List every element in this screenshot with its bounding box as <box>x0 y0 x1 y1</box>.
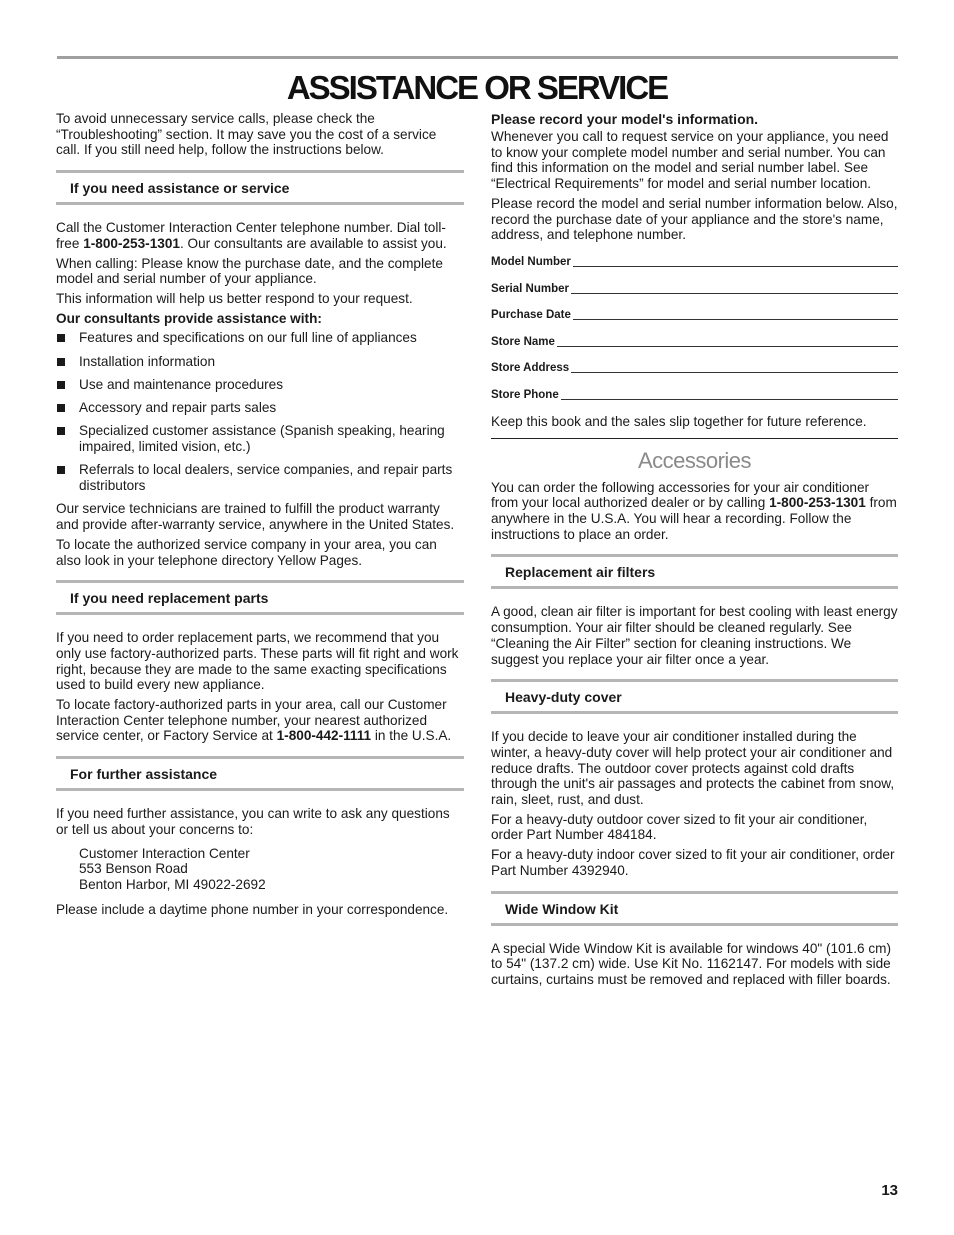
record-heading: Please record your model's information. <box>491 111 759 127</box>
heading-further-assistance: For further assistance <box>56 756 464 791</box>
intro-paragraph: To avoid unnecessary service calls, please check the “Troubleshooting” section. It may save you the cost of a service call. If you still need help, follow the instructions below. <box>56 111 437 158</box>
serial-number-field[interactable]: Serial Number <box>491 269 898 296</box>
field-line <box>573 318 898 320</box>
address-line: Customer Interaction Center <box>79 845 250 861</box>
field-line <box>561 398 898 400</box>
purchase-date-field[interactable]: Purchase Date <box>491 296 898 323</box>
field-line <box>573 265 898 267</box>
filters-paragraph: A good, clean air filter is important for best cooling with least energy consumption. Your air filter should be cleaned regularly. See “Cleaning the Air Filter” section for cleaning instructions. We suggest you replace your air filter once a year. <box>491 604 898 667</box>
assistance-call-paragraph: Call the Customer Interaction Center telephone number. Dial toll-free 1-800-253-1301. Our consultants are available to assist you. <box>56 220 447 251</box>
list-item: Specialized customer assistance (Spanish speaking, hearing impaired, limited vision, etc.) <box>56 423 464 454</box>
model-number-field[interactable]: Model Number <box>491 243 898 270</box>
store-phone-field[interactable]: Store Phone <box>491 375 898 402</box>
daytime-phone-paragraph: Please include a daytime phone number in your correspondence. <box>56 901 449 917</box>
parts-paragraph-2: To locate factory-authorized parts in your area, call our Customer Interaction Center telephone number, your nearest authorized service center, or Factory Service at 1-800-442-1111 in the U.S.A. <box>56 697 452 744</box>
list-item: Use and maintenance procedures <box>56 377 464 393</box>
assistance-list <box>56 330 464 493</box>
address-line: Benton Harbor, MI 49022-2692 <box>79 877 266 892</box>
list-item: Accessory and repair parts sales <box>56 400 464 416</box>
bullet-square-icon <box>57 404 65 412</box>
field-line <box>571 292 898 294</box>
bullet-square-icon <box>57 334 65 342</box>
field-line <box>557 345 898 347</box>
accessories-phone: 1-800-253-1301 <box>769 495 866 511</box>
store-name-field[interactable]: Store Name <box>491 322 898 349</box>
bullet-square-icon <box>57 381 65 389</box>
left-column <box>56 111 464 921</box>
further-paragraph: If you need further assistance, you can write to ask any questions or tell us about your concerns to: <box>56 806 450 837</box>
bullet-square-icon <box>57 427 65 435</box>
cover-paragraph-2: For a heavy-duty outdoor cover sized to fit your air conditioner, order Part Number 484184. <box>491 811 868 843</box>
record-paragraph-2: Please record the model and serial number information below. Also, record the purchase date of your appliance and the store's name, address, and telephone number. <box>491 195 898 243</box>
bullet-square-icon <box>57 358 65 366</box>
list-item: Installation information <box>56 354 464 370</box>
assistance-when-calling: When calling: Please know the purchase date, and the complete model and serial number of your appliance. <box>56 255 443 287</box>
section-divider <box>491 438 898 439</box>
technicians-paragraph: Our service technicians are trained to fulfill the product warranty and provide after-warranty service, anywhere in the United States. <box>56 501 455 533</box>
mailing-address <box>56 846 464 893</box>
heading-wide-window-kit: Wide Window Kit <box>491 891 898 926</box>
keep-book-paragraph: Keep this book and the sales slip together for future reference. <box>491 413 867 429</box>
top-rule <box>57 56 898 59</box>
record-fields <box>491 243 898 402</box>
accessories-title: Accessories <box>637 447 752 473</box>
record-paragraph-1: Whenever you call to request service on your appliance, you need to know your complete model number and serial number. You can find this information on the model and serial number label. See “Electrical Requirements” for model and serial number location. <box>491 129 889 192</box>
parts-phone: 1-800-442-1111 <box>276 728 372 744</box>
page-number: 13 <box>881 1182 898 1199</box>
heading-heavy-duty-cover: Heavy-duty cover <box>491 679 898 714</box>
cover-paragraph-1: If you decide to leave your air conditioner installed during the winter, a heavy-duty cover will help protect your air conditioner and reduce drafts. The outdoor cover protects against cold drafts through the unit's air passages and protects the cabinet from snow, rain, sleet, rust, and dust. <box>491 729 895 808</box>
right-column <box>491 111 898 992</box>
window-kit-paragraph: A special Wide Window Kit is available for windows 40" (101.6 cm) to 54" (137.2 cm) wide. Use Kit No. 1162147. For models with side curtains, curtains must be removed and replaced with filler boards. <box>491 940 891 987</box>
assistance-list-heading: Our consultants provide assistance with: <box>56 310 322 326</box>
list-item: Referrals to local dealers, service companies, and repair parts distributors <box>56 462 464 493</box>
address-line: 553 Benson Road <box>79 861 188 877</box>
assistance-phone: 1-800-253-1301 <box>83 235 180 251</box>
accessories-intro: You can order the following accessories for your air conditioner from your local authorized dealer or by calling 1-800-253-1301 from anywhere in the U.S.A. You will hear a recording. Follow the instructions to place an order. <box>491 479 897 542</box>
yellow-pages-paragraph: To locate the authorized service company in your area, you can also look in your telephone directory Yellow Pages. <box>56 536 437 568</box>
cover-paragraph-3: For a heavy-duty indoor cover sized to fit your air conditioner, order Part Number 4392940. <box>491 847 895 878</box>
field-line <box>571 371 898 373</box>
page-title: ASSISTANCE OR SERVICE <box>286 69 668 106</box>
list-item: Features and specifications on our full line of appliances <box>56 330 464 346</box>
parts-paragraph-1: If you need to order replacement parts, we recommend that you only use factory-authorized parts. These parts will fit right and work right, because they are made to the same exacting specifications used to build every new appliance. <box>56 630 459 693</box>
heading-assistance: If you need assistance or service <box>56 170 464 205</box>
assistance-info-help: This information will help us better respond to your request. <box>56 290 413 306</box>
bullet-square-icon <box>57 466 65 474</box>
store-address-field[interactable]: Store Address <box>491 349 898 376</box>
heading-replacement-air-filters: Replacement air filters <box>491 554 898 589</box>
heading-replacement-parts: If you need replacement parts <box>56 580 464 615</box>
